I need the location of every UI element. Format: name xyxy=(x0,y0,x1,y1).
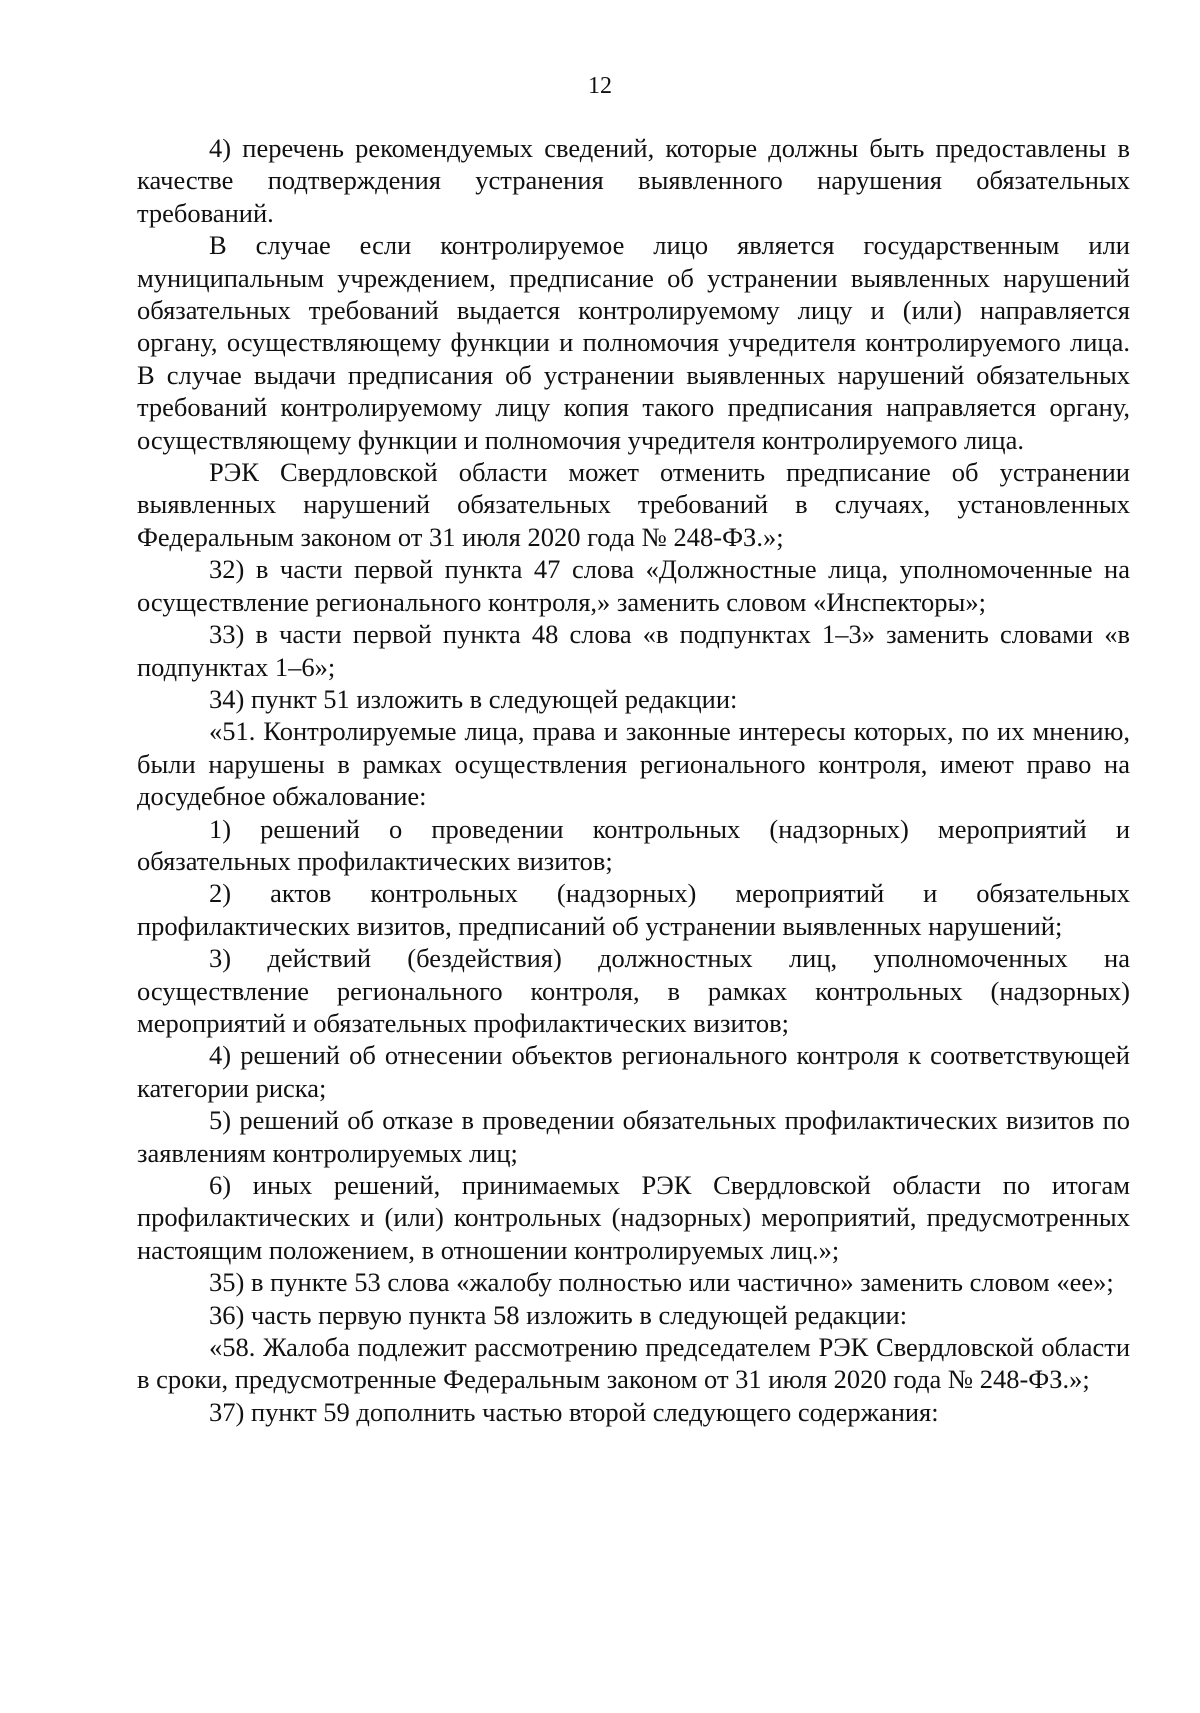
paragraph-amendment-35: 35) в пункте 53 слова «жалобу полностью или частично» заменить словом «ее»; xyxy=(209,1267,1114,1298)
paragraph-amendment-37: 37) пункт 59 дополнить частью второй следующего содержания: xyxy=(209,1396,939,1427)
paragraph-clause-58: «58. Жалоба подлежит рассмотрению председателем РЭК Свердловской области в сроки, предусмотренные Федеральным законом от 31 июля 2020 года № 248-ФЗ.»; xyxy=(137,1332,1130,1395)
list-item-2: 2) актов контрольных (надзорных) мероприятий и обязательных профилактических визитов, предписаний об устранении выявленных нарушений; xyxy=(137,878,1130,941)
paragraph-amendment-32: 32) в части первой пункта 47 слова «Должностные лица, уполномоченные на осуществление регионального контроля,» заменить словом «Инспекторы»; xyxy=(137,554,1130,617)
paragraph-amendment-33: 33) в части первой пункта 48 слова «в подпунктах 1–3» заменить словами «в подпунктах 1–6»; xyxy=(137,619,1130,682)
paragraph-rek-cancel-order: РЭК Свердловской области может отменить предписание об устранении выявленных нарушений обязательных требований в случаях, установленных Федеральным законом от 31 июля 2020 года № 248-ФЗ.»; xyxy=(137,457,1130,552)
list-item-3: 3) действий (бездействия) должностных лиц, уполномоченных на осуществление регионального контроля, в рамках контрольных (надзорных) мероприятий и обязательных профилактических визитов; xyxy=(137,943,1130,1038)
list-item-4: 4) решений об отнесении объектов регионального контроля к соответствующей категории риска; xyxy=(137,1040,1130,1103)
paragraph-item-4-recommended-info: 4) перечень рекомендуемых сведений, которые должны быть предоставлены в качестве подтверждения устранения выявленного нарушения обязательных требований. xyxy=(137,133,1130,228)
document-body xyxy=(137,132,1130,1428)
paragraph-amendment-34: 34) пункт 51 изложить в следующей редакции: xyxy=(209,683,738,714)
page-number: 12 xyxy=(588,73,612,99)
paragraph-amendment-36: 36) часть первую пункта 58 изложить в следующей редакции: xyxy=(209,1299,908,1330)
list-item-1: 1) решений о проведении контрольных (надзорных) мероприятий и обязательных профилактических визитов; xyxy=(137,813,1130,876)
list-item-6: 6) иных решений, принимаемых РЭК Свердловской области по итогам профилактических и (или) контрольных (надзорных) мероприятий, предусмотренных настоящим положением, в отношении контролируемых лиц.»; xyxy=(137,1170,1130,1265)
paragraph-state-institution-case: В случае если контролируемое лицо является государственным или муниципальным учреждением, предписание об устранении выявленных нарушений обязательных требований выдается контролируемому лицу и (или) направляется органу, осуществляющему функции и полномочия учредителя контролируемого лица. В случае выдачи предписания об устранении выявленных нарушений обязательных требований контролируемому лицу копия такого предписания направляется органу, осуществляющему функции и полномочия учредителя контролируемого лица. xyxy=(137,230,1130,455)
paragraph-clause-51: «51. Контролируемые лица, права и законные интересы которых, по их мнению, были нарушены в рамках осуществления регионального контроля, имеют право на досудебное обжалование: xyxy=(137,716,1130,812)
list-item-5: 5) решений об отказе в проведении обязательных профилактических визитов по заявлениям контролируемых лиц; xyxy=(137,1105,1130,1168)
